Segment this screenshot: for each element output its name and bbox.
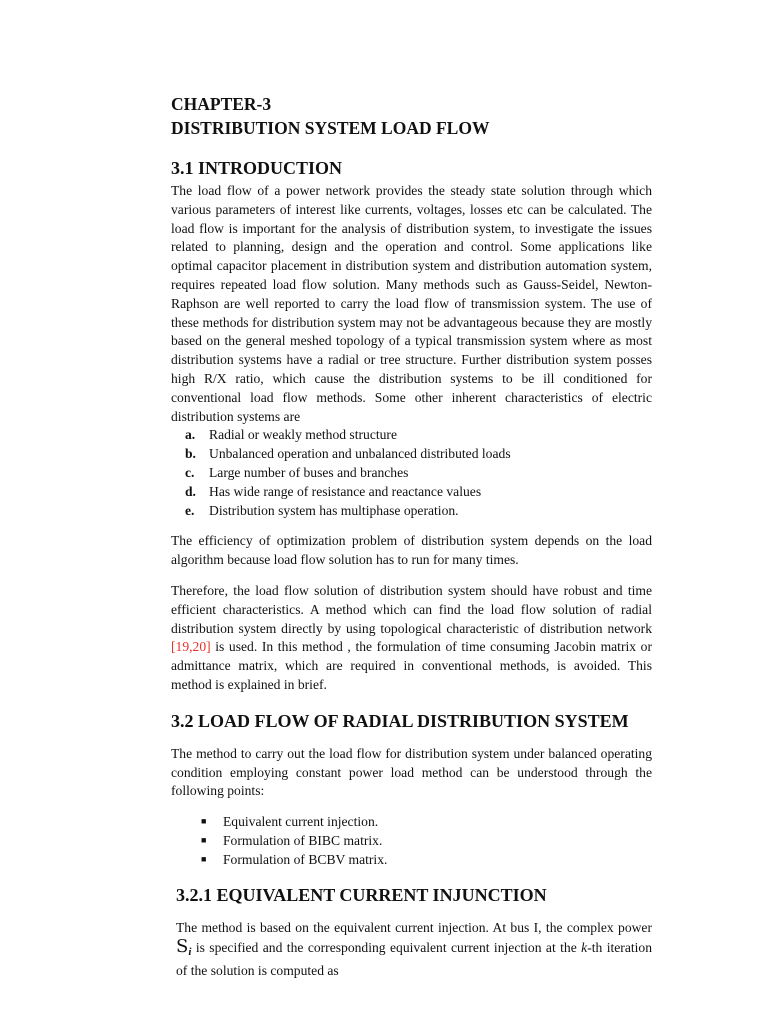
method-text-b: is used. In this method , the formulation of time consuming Jacobin matrix or admittance matrix, which are required in conventional methods, is avoided. This method is explained in brief. bbox=[171, 639, 652, 692]
intro-paragraph: The load flow of a power network provides the steady state solution through which various parameters of interest like currents, voltages, losses etc can be calculated. The load flow is important for the analysis of distribution system, to investigate the issues related to planning, design and the operation and control. Some applications like optimal capacitor placement in distribution system and distribution automation system, requires repeated load flow solution. Many methods such as Gauss-Seidel, Newton-Raphson are well reported to carry the load flow of transmission system. The use of these methods for distribution system may not be advantageous because they are mostly based on the general meshed topology of a typical transmission system where as most distribution systems have a radial or tree structure. Further distribution system posses high R/X ratio, which cause the distribution systems to be ill conditioned for conventional load flow methods. Some other inherent characteristics of electric distribution systems are bbox=[171, 183, 652, 424]
list-item bbox=[185, 445, 652, 464]
section-heading-introduction: 3.1 INTRODUCTION bbox=[171, 158, 343, 178]
efficiency-paragraph: The efficiency of optimization problem of distribution system depends on the load algorithm because load flow solution has to run for many times. bbox=[171, 533, 652, 568]
method-paragraph bbox=[171, 582, 652, 695]
list-item bbox=[185, 464, 652, 483]
power-symbol-subscript: i bbox=[188, 945, 192, 958]
load-flow-paragraph: The method to carry out the load flow for distribution system under balanced operating condition employing constant power load method can be understood through the following points: bbox=[171, 745, 652, 799]
list-item bbox=[185, 483, 652, 502]
list-item bbox=[185, 502, 652, 521]
chapter-title: DISTRIBUTION SYSTEM LOAD FLOW bbox=[171, 118, 490, 138]
list-item bbox=[185, 426, 652, 445]
injection-paragraph bbox=[171, 919, 652, 980]
list-marker: e. bbox=[185, 502, 195, 518]
list-item bbox=[201, 831, 652, 850]
list-item-text: Unbalanced operation and unbalanced distributed loads bbox=[209, 446, 511, 462]
list-item bbox=[201, 812, 652, 831]
section-heading-current-injection: 3.2.1 EQUIVALENT CURRENT INJUNCTION bbox=[176, 885, 547, 906]
chapter-label: CHAPTER-3 bbox=[171, 94, 272, 114]
citation-link[interactable]: [19,20] bbox=[171, 639, 211, 655]
list-marker: b. bbox=[185, 446, 196, 462]
list-marker: c. bbox=[185, 464, 195, 480]
list-item-text: Large number of buses and branches bbox=[209, 464, 409, 480]
list-item-text: Formulation of BIBC matrix. bbox=[223, 833, 383, 849]
list-item bbox=[201, 850, 652, 869]
injection-text-a: The method is based on the equivalent current injection. At bus I, the complex power bbox=[176, 920, 652, 936]
list-marker: d. bbox=[185, 483, 196, 499]
power-symbol: S bbox=[176, 935, 189, 957]
bullet-square-icon: ■ bbox=[201, 816, 207, 827]
list-item-text: Radial or weakly method structure bbox=[209, 427, 397, 443]
list-item-text: Distribution system has multiphase operation. bbox=[209, 502, 459, 518]
page-content bbox=[171, 92, 652, 981]
bullet-square-icon: ■ bbox=[201, 835, 207, 846]
iteration-variable: k bbox=[581, 939, 588, 955]
list-marker: a. bbox=[185, 427, 196, 443]
injection-text-c: -th iteration of the solution is computed as bbox=[176, 939, 653, 978]
injection-text-b: is specified and the corresponding equivalent current injection at the bbox=[191, 939, 582, 955]
steps-list bbox=[171, 812, 652, 869]
list-item-text: Equivalent current injection. bbox=[223, 814, 379, 830]
characteristics-list bbox=[171, 426, 652, 520]
list-item-text: Has wide range of resistance and reactance values bbox=[209, 483, 482, 499]
method-text-a: Therefore, the load flow solution of distribution system should have robust and time efficient characteristics. A method which can find the load flow solution of radial distribution system directly by using topological characteristic of distribution network bbox=[171, 582, 652, 636]
section-heading-load-flow: 3.2 LOAD FLOW OF RADIAL DISTRIBUTION SYSTEM bbox=[171, 710, 629, 731]
bullet-square-icon: ■ bbox=[201, 854, 207, 865]
list-item-text: Formulation of BCBV matrix. bbox=[223, 852, 388, 868]
